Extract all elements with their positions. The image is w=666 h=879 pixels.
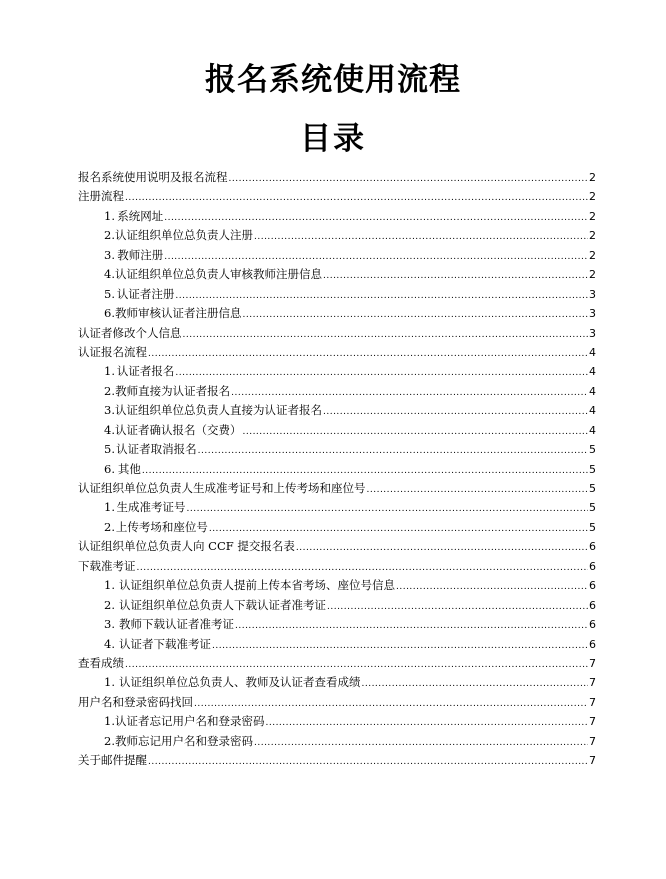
- toc-entry-label: 认证组织单位总负责人直接为认证者报名: [114, 403, 322, 418]
- toc-entry[interactable]: [78, 304, 596, 323]
- dot-leader: [323, 267, 588, 286]
- toc-entry[interactable]: [78, 265, 596, 284]
- toc-entry-page-number: 5: [589, 482, 596, 495]
- toc-entry-label: 认证组织单位总负责人下载认证者准考证: [118, 597, 326, 612]
- toc-entry-label: 认证报名流程: [78, 344, 147, 359]
- toc-entry-page-number: 7: [589, 656, 596, 670]
- dot-leader: [367, 481, 589, 500]
- toc-entry-page-number: 3: [589, 287, 596, 301]
- toc-entry-page-number: 5: [589, 443, 596, 457]
- toc-entry-number: 3.: [104, 247, 115, 262]
- toc-entry-page-number: 4: [589, 404, 596, 418]
- dot-leader: [235, 617, 588, 636]
- toc-entry-page-number: 5: [589, 462, 596, 476]
- toc-entry[interactable]: [78, 498, 596, 517]
- toc-entry-label: 认证组织单位总负责人向 CCF 提交报名表: [78, 539, 295, 554]
- toc-entry-page-number: 6: [589, 618, 596, 632]
- toc-entry[interactable]: [78, 712, 596, 731]
- toc-entry[interactable]: [78, 615, 596, 634]
- dot-leader: [265, 714, 588, 733]
- document-title: 报名系统使用流程: [205, 62, 461, 98]
- toc-entry-page-number: 3: [589, 307, 596, 321]
- toc-entry-number: 5.: [104, 286, 115, 301]
- toc-entry-page-number: 3: [589, 326, 596, 340]
- toc-entry-page-number: 6: [589, 579, 596, 593]
- toc-entry-page-number: 6: [589, 598, 596, 612]
- dot-leader: [242, 306, 588, 325]
- toc-entry-label: 认证组织单位总负责人审核教师注册信息: [114, 267, 322, 282]
- toc-entry-page-number: 2: [589, 229, 596, 243]
- toc-entry[interactable]: [78, 401, 596, 420]
- table-of-contents: [78, 168, 596, 771]
- toc-entry-label: 认证组织单位总负责人、教师及认证者查看成绩: [118, 675, 361, 690]
- toc-entry-page-number: 7: [589, 734, 596, 748]
- dot-leader: [125, 189, 588, 208]
- dot-leader: [396, 578, 588, 597]
- toc-entry[interactable]: [78, 440, 596, 459]
- toc-entry[interactable]: [78, 187, 596, 206]
- dot-leader: [361, 675, 588, 694]
- toc-entry[interactable]: [78, 596, 596, 615]
- toc-entry-page-number: 2: [589, 190, 596, 204]
- dot-leader: [183, 326, 589, 345]
- toc-entry[interactable]: [78, 732, 596, 751]
- toc-entry-page-number: 6: [589, 540, 596, 554]
- toc-entry[interactable]: [78, 285, 596, 304]
- dot-leader: [242, 423, 588, 442]
- toc-entry[interactable]: [78, 362, 596, 381]
- toc-entry-label: 用户名和登录密码找回: [78, 694, 193, 709]
- toc-heading: 目录: [300, 121, 366, 157]
- toc-entry-page-number: 6: [589, 637, 596, 651]
- toc-entry-page-number: 2: [589, 248, 596, 262]
- toc-entry-label: 注册流程: [78, 189, 124, 204]
- toc-entry-page-number: 5: [589, 501, 596, 515]
- toc-entry[interactable]: [78, 421, 596, 440]
- toc-entry-label: 认证者下载准考证: [118, 636, 211, 651]
- toc-entry-label: 教师注册: [117, 247, 164, 262]
- toc-entry[interactable]: [78, 537, 596, 556]
- toc-entry[interactable]: [78, 226, 596, 245]
- toc-entry-number: 4.: [104, 636, 115, 651]
- toc-entry-label: 教师忘记用户名和登录密码: [114, 733, 253, 748]
- toc-entry[interactable]: [78, 479, 596, 498]
- toc-entry[interactable]: [78, 460, 596, 479]
- toc-entry-page-number: 6: [589, 559, 596, 573]
- toc-entry-label: 关于邮件提醒: [78, 753, 147, 768]
- toc-entry-page-number: 7: [589, 715, 596, 729]
- toc-entry-number: 2.: [104, 383, 115, 398]
- toc-entry-label: 其他: [117, 461, 141, 476]
- dot-leader: [327, 598, 588, 617]
- toc-entry[interactable]: [78, 343, 596, 362]
- toc-entry-label: 认证者注册: [116, 286, 175, 301]
- toc-entry[interactable]: [78, 246, 596, 265]
- toc-entry-number: 1.: [104, 364, 115, 379]
- toc-entry-number: 2.: [104, 733, 115, 748]
- toc-entry-page-number: 5: [589, 520, 596, 534]
- toc-entry-page-number: 7: [589, 695, 596, 709]
- toc-entry-number: 1.: [104, 208, 115, 223]
- toc-entry-page-number: 2: [589, 268, 596, 282]
- toc-entry[interactable]: [78, 635, 596, 654]
- toc-entry-page-number: 4: [589, 384, 596, 398]
- toc-entry-label: 认证者报名: [116, 364, 175, 379]
- toc-entry-number: 1.: [104, 675, 115, 690]
- toc-entry[interactable]: [78, 324, 596, 343]
- toc-entry[interactable]: [78, 518, 596, 537]
- dot-leader: [296, 539, 588, 558]
- dot-leader: [148, 345, 588, 364]
- toc-entry[interactable]: [78, 693, 596, 712]
- toc-entry-page-number: 2: [589, 171, 596, 184]
- toc-entry-label: 报名系统使用说明及报名流程: [78, 170, 228, 184]
- toc-entry-label: 教师审核认证者注册信息: [114, 306, 242, 321]
- toc-entry-label: 教师直接为认证者报名: [115, 383, 231, 398]
- toc-entry-number: 4.: [104, 422, 115, 437]
- toc-entry-number: 5.: [104, 442, 115, 457]
- toc-entry-label: 认证者取消报名: [116, 442, 197, 457]
- dot-leader: [229, 170, 589, 189]
- toc-entry-label: 认证组织单位总负责人提前上传本省考场、座位号信息: [118, 578, 395, 593]
- toc-entry-number: 3.: [104, 403, 115, 418]
- toc-entry-label: 查看成绩: [78, 655, 124, 670]
- toc-entry[interactable]: [78, 673, 596, 692]
- toc-entry-number: 1.: [104, 500, 115, 515]
- toc-entry-page-number: 7: [589, 754, 596, 768]
- toc-entry-page-number: 4: [589, 345, 596, 359]
- dot-leader: [187, 500, 588, 519]
- dot-leader: [198, 442, 588, 461]
- toc-entry-label: 下载准考证: [78, 558, 136, 573]
- toc-entry-page-number: 4: [589, 365, 596, 379]
- toc-entry-number: 4.: [104, 267, 115, 282]
- toc-entry[interactable]: [78, 382, 596, 401]
- toc-entry[interactable]: [78, 207, 596, 226]
- toc-entry[interactable]: [78, 654, 596, 673]
- toc-entry[interactable]: [78, 576, 596, 595]
- toc-entry-label: 认证者忘记用户名和登录密码: [114, 714, 265, 729]
- toc-entry-number: 2.: [104, 519, 115, 534]
- dot-leader: [254, 228, 588, 247]
- dot-leader: [323, 403, 588, 422]
- toc-entry-page-number: 7: [589, 676, 596, 690]
- dot-leader: [148, 753, 588, 772]
- toc-entry-number: 2.: [104, 597, 115, 612]
- toc-entry-label: 系统网址: [117, 208, 164, 223]
- toc-entry-label: 上传考场和座位号: [115, 519, 208, 534]
- toc-entry-label: 生成准考证号: [116, 500, 186, 515]
- toc-entry-number: 1.: [104, 578, 115, 593]
- toc-entry-label: 教师下载认证者准考证: [118, 617, 234, 632]
- toc-entry[interactable]: [78, 168, 596, 187]
- dot-leader: [175, 364, 588, 383]
- toc-entry[interactable]: [78, 751, 596, 770]
- toc-entry-label: 认证组织单位总负责人注册: [114, 228, 253, 243]
- toc-entry-number: 6.: [104, 461, 115, 476]
- toc-entry-number: 1.: [104, 714, 115, 729]
- toc-entry-number: 2.: [104, 228, 115, 243]
- dot-leader: [212, 637, 588, 656]
- toc-entry-page-number: 2: [589, 209, 596, 223]
- toc-entry-label: 认证组织单位总负责人生成准考证号和上传考场和座位号: [78, 481, 366, 495]
- toc-entry-page-number: 4: [589, 423, 596, 437]
- dot-leader: [254, 734, 588, 753]
- toc-entry-label: 认证者修改个人信息: [78, 325, 182, 340]
- toc-entry-label: 认证者确认报名（交费）: [114, 422, 242, 437]
- toc-entry[interactable]: [78, 557, 596, 576]
- toc-entry-number: 6.: [104, 306, 115, 321]
- toc-entry-number: 3.: [104, 617, 115, 632]
